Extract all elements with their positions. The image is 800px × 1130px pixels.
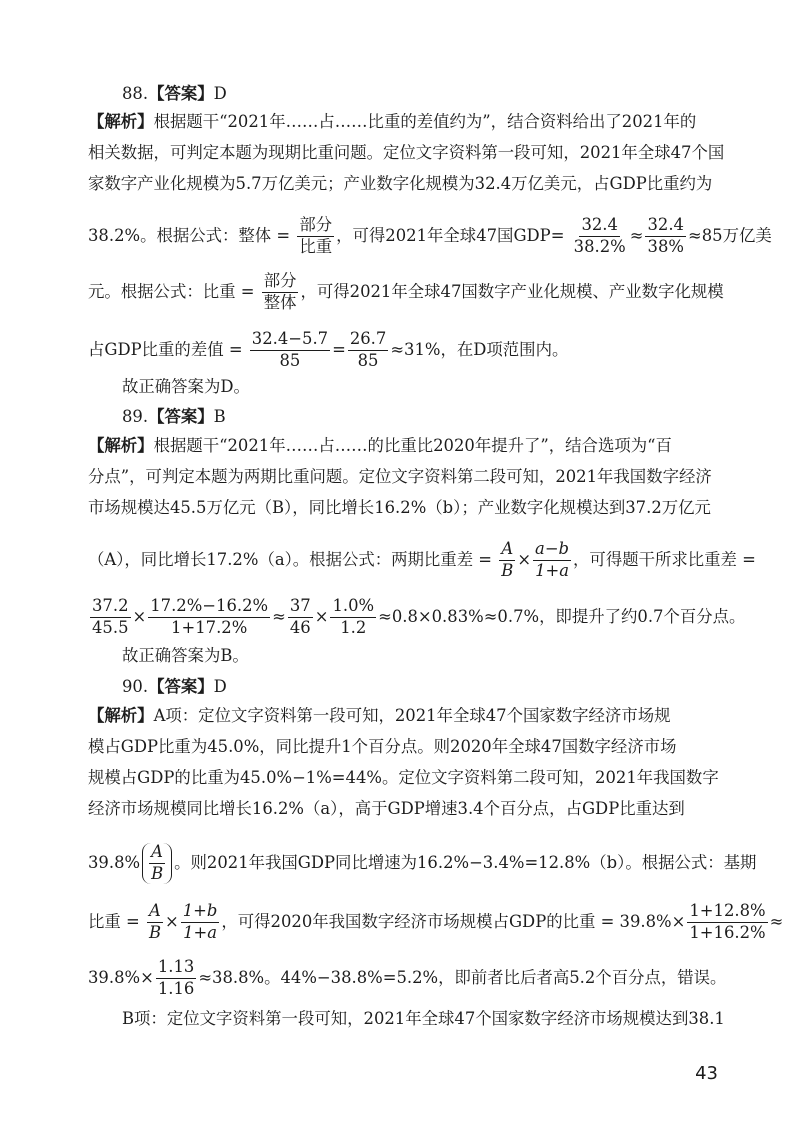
q90-text-6a: 比重 = [88, 911, 140, 931]
q88-text-4a: 38.2%。根据公式：整体 = [88, 225, 291, 245]
q89-analysis-line2: 分点”，可判定本题为两期比重问题。定位文字资料第二段可知，2021年我国数字经济 [88, 467, 712, 486]
q90-analysis-line2: 模占GDP比重为45.0%，同比提升1个百分点。则2020年全球47国数字经济市场 [88, 737, 677, 756]
frac-den: 38.2% [573, 236, 626, 256]
frac-den: 比重 [299, 236, 333, 256]
frac-den: 85 [357, 350, 379, 370]
q88-formula-line2 [88, 272, 724, 313]
q90-formula-line2 [88, 902, 783, 943]
frac-num: 1.0% [330, 597, 376, 618]
q90-text-7b: ≈38.8%。44%−38.8%=5.2%，即前者比后者高5.2个百分点，错误。 [198, 967, 727, 987]
q89-formula-line1 [88, 540, 756, 581]
q90-text-7a: 39.8%× [88, 967, 154, 987]
parenthesized-fraction [142, 843, 172, 884]
fraction-a-minus-b [533, 540, 571, 581]
equals-sign: = [332, 339, 346, 359]
q89-analysis-line3: 市场规模达45.5万亿元（B），同比增长16.2%（b）；产业数字化规模达到37.2万亿元 [88, 498, 711, 517]
answer-tag: 【答案】 [148, 407, 214, 426]
fraction-37-46 [288, 597, 313, 638]
times-sign: × [517, 549, 532, 569]
q89-text-1: 根据题干“2021年……占……的比重比2020年提升了”，结合选项为“百 [153, 436, 672, 455]
frac-den: 45.5 [92, 617, 129, 637]
q90-number: 90. [122, 677, 149, 696]
var-A: A [501, 539, 514, 558]
q88-text-4b: ，可得2021年全球47国GDP= [336, 225, 565, 245]
frac-num: 1+b [182, 901, 218, 920]
q89-analysis-line1 [88, 435, 672, 457]
frac-num: 1.13 [156, 958, 197, 979]
frac-den: 1.16 [157, 978, 195, 998]
frac-den: 1+16.2% [689, 922, 766, 942]
fraction-A-over-B [147, 902, 163, 943]
q89-number: 89. [122, 407, 149, 426]
answer-tag: 【答案】 [148, 84, 214, 103]
q90-answer: D [213, 677, 227, 696]
q88-text-6a: 占GDP比重的差值 = [88, 339, 243, 359]
var-A: A [151, 842, 164, 861]
fraction-A-over-B [499, 540, 515, 581]
frac-den: 1+17.2% [171, 617, 248, 637]
fraction-diff-1 [250, 330, 330, 371]
q90-analysis-line1 [88, 705, 671, 727]
frac-den: 1+a [183, 922, 218, 942]
analysis-tag: 【解析】 [88, 112, 154, 131]
q90-text-6b: ，可得2020年我国数字经济市场规模占GDP的比重 = 39.8%× [221, 911, 686, 931]
frac-num: 部分 [297, 216, 334, 237]
frac-den: 1+a [535, 560, 570, 580]
fraction-rate-diff [148, 597, 270, 638]
fraction-37-2 [90, 597, 131, 638]
frac-num: 17.2%−16.2% [148, 597, 270, 618]
q88-text-4c: ≈85万亿美 [687, 225, 772, 245]
q88-text-1: 根据题干“2021年……占……比重的差值约为”，结合资料给出了2021年的 [153, 112, 697, 131]
q90-heading [122, 676, 227, 698]
frac-num: 1+12.8% [687, 902, 767, 923]
q90-analysis-line4: 经济市场规模同比增长16.2%（a），高于GDP增速3.4个百分点，占GDP比重达到 [88, 799, 685, 818]
q90-text-1: A项：定位文字资料第一段可知，2021年全球47个国家数字经济市场规 [153, 706, 671, 725]
var-B: B [501, 560, 514, 580]
q90-text-5a: 39.8% [88, 852, 141, 872]
var-B: B [148, 922, 161, 942]
q89-text-5b: ≈0.8×0.83%≈0.7%，即提升了约0.7个百分点。 [378, 606, 746, 626]
q90-option-b: B项：定位文字资料第一段可知，2021年全球47个国家数字经济市场规模达到38.1 [122, 1009, 725, 1028]
q89-formula-line2 [88, 597, 745, 638]
approx-sign: ≈ [629, 225, 644, 245]
times-sign: × [314, 606, 329, 626]
frac-den: 整体 [263, 292, 297, 312]
q89-answer: B [213, 407, 226, 426]
frac-num: 37 [288, 597, 313, 618]
q88-formula-line3 [88, 330, 568, 371]
frac-num: 32.4 [645, 216, 686, 237]
q88-heading [122, 83, 227, 105]
frac-den: 46 [289, 617, 311, 637]
analysis-tag: 【解析】 [88, 436, 154, 455]
q89-conclusion: 故正确答案为B。 [122, 646, 249, 665]
frac-den: 1.2 [340, 617, 367, 637]
q88-analysis-line1 [88, 111, 696, 133]
frac-den: 85 [279, 350, 301, 370]
frac-num: 32.4−5.7 [250, 330, 330, 351]
fraction-whole-formula [297, 216, 334, 257]
q90-formula-line1 [88, 843, 756, 884]
q90-formula-line3 [88, 958, 726, 999]
times-sign: × [132, 606, 147, 626]
fraction-share-formula [262, 272, 299, 313]
q90-text-5b: 。则2021年我国GDP同比增速为16.2%−3.4%=12.8%（b）。根据公式：基期 [174, 852, 757, 872]
frac-den: 38% [647, 236, 684, 256]
fraction-1pb-1pa [181, 902, 220, 943]
q88-formula-line1 [88, 216, 772, 257]
frac-num: a−b [535, 539, 570, 558]
frac-num: 37.2 [90, 597, 131, 618]
frac-num: 26.7 [348, 330, 389, 351]
q90-analysis-line3: 规模占GDP的比重为45.0%−1%=44%。定位文字资料第二段可知，2021年我国数字 [88, 768, 719, 787]
fraction-gdp-1 [572, 216, 628, 257]
answer-tag: 【答案】 [148, 677, 214, 696]
fraction-growth [687, 902, 767, 943]
q88-text-5a: 元。根据公式：比重 = [88, 281, 255, 301]
q88-text-6b: ≈31%，在D项范围内。 [390, 339, 569, 359]
q88-number: 88. [122, 84, 149, 103]
frac-num: 32.4 [579, 216, 620, 237]
fraction-1-13 [156, 958, 197, 999]
var-A: A [149, 901, 161, 920]
q88-conclusion: 故正确答案为D。 [122, 377, 250, 396]
q88-text-5b: ，可得2021年全球47国数字产业化规模、产业数字化规模 [300, 281, 724, 301]
fraction-gdp-2 [645, 216, 686, 257]
q88-analysis-line2: 相关数据，可判定本题为现期比重问题。定位文字资料第一段可知，2021年全球47个国 [88, 143, 725, 162]
frac-num: 部分 [262, 272, 299, 293]
q89-heading [122, 406, 226, 428]
times-sign: × [165, 911, 179, 931]
q89-text-4a: （A），同比增长17.2%（a）。根据公式：两期比重差 = [88, 549, 493, 569]
fraction-1pct [330, 597, 376, 638]
fraction-diff-2 [348, 330, 389, 371]
q88-analysis-line3: 家数字产业化规模为5.7万亿美元；产业数字化规模为32.4万亿美元，占GDP比重约为 [88, 174, 713, 193]
page-number: 43 [695, 1063, 718, 1084]
analysis-tag: 【解析】 [88, 706, 154, 725]
q89-text-4b: ，可得题干所求比重差 = [573, 549, 756, 569]
q88-answer: D [213, 84, 227, 103]
var-B: B [151, 863, 164, 883]
approx-sign: ≈ [272, 606, 286, 626]
approx-sign: ≈ [769, 911, 784, 931]
